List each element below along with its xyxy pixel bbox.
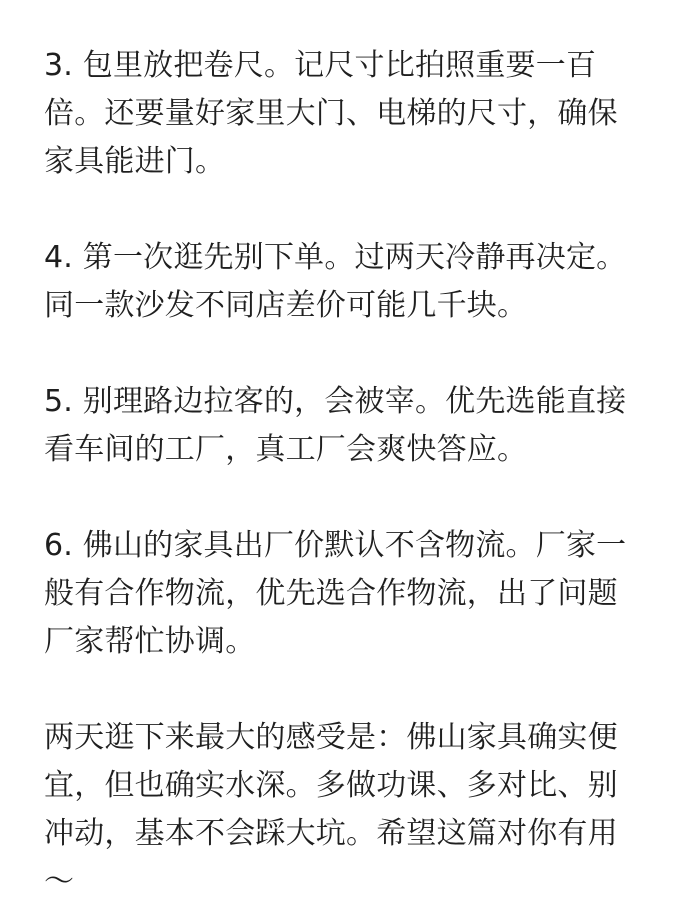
- paragraph-spacer: [44, 474, 636, 522]
- text-line: 6. 佛山的家具出厂价默认不含物流。厂家一: [44, 528, 627, 563]
- text-line: 同一款沙发不同店差价可能几千块。: [44, 288, 528, 323]
- text-line: 厂家帮忙协调。: [44, 624, 256, 659]
- text-line: ～: [44, 864, 75, 899]
- paragraph-spacer: [44, 330, 636, 378]
- paragraph-conclusion: [44, 714, 636, 906]
- text-line: 4. 第一次逛先别下单。过两天冷静再决定。: [44, 240, 627, 275]
- text-line: 家具能进门。: [44, 144, 226, 179]
- text-line: 倍。还要量好家里大门、电梯的尺寸，确保: [44, 96, 618, 131]
- text-line: 冲动，基本不会踩大坑。希望这篇对你有用: [44, 816, 618, 851]
- paragraph-spacer: [44, 666, 636, 714]
- paragraph-tip-6: [44, 522, 636, 666]
- paragraph-spacer: [44, 186, 636, 234]
- paragraph-tip-4: [44, 234, 636, 330]
- text-line: 看车间的工厂，真工厂会爽快答应。: [44, 432, 528, 467]
- text-line: 3. 包里放把卷尺。记尺寸比拍照重要一百: [44, 48, 597, 83]
- paragraph-tip-3: [44, 42, 636, 186]
- text-line: 宜，但也确实水深。多做功课、多对比、别: [44, 768, 618, 803]
- paragraph-tip-5: [44, 378, 636, 474]
- text-line: 两天逛下来最大的感受是：佛山家具确实便: [44, 720, 618, 755]
- text-line: 般有合作物流，优先选合作物流，出了问题: [44, 576, 618, 611]
- text-line: 5. 别理路边拉客的，会被宰。优先选能直接: [44, 384, 627, 419]
